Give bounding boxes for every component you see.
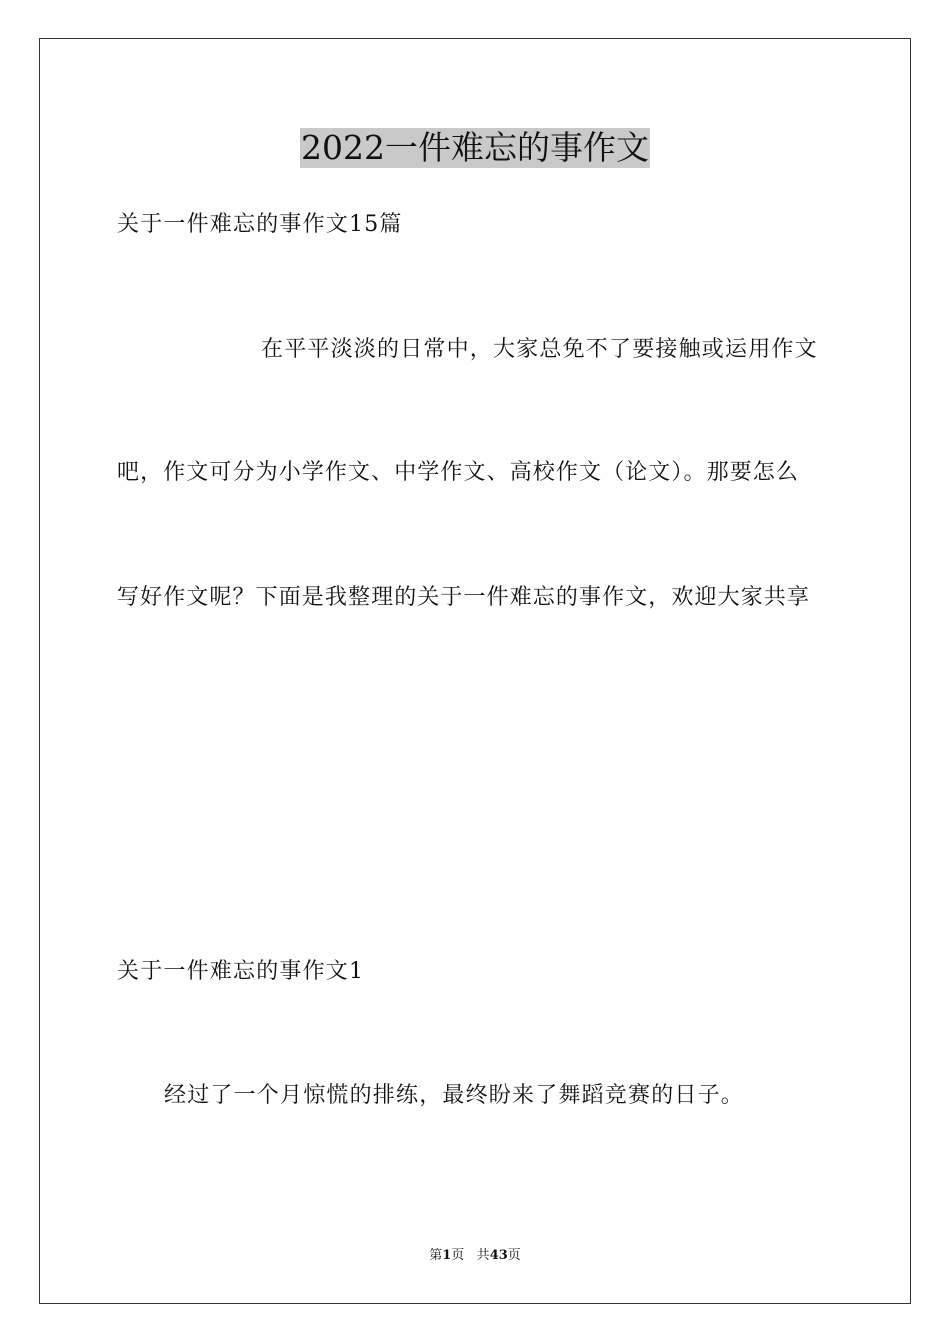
title-container [0, 128, 950, 168]
intro-line-2: 吧，作文可分为小学作文、中学作文、高校作文（论文）。那要怎么 [117, 460, 800, 485]
footer-page-suffix: 页 [451, 1248, 465, 1263]
intro-line-3: 写好作文呢？下面是我整理的关于一件难忘的事作文，欢迎大家共享 [117, 585, 811, 610]
document-subtitle: 关于一件难忘的事作文15篇 [117, 212, 403, 237]
footer-total-suffix: 页 [507, 1248, 521, 1263]
page-footer [0, 1247, 950, 1265]
footer-total-pages: 43 [489, 1248, 508, 1263]
footer-prefix: 第 [429, 1248, 443, 1263]
footer-total-prefix: 共 [476, 1248, 490, 1263]
intro-line-1: 在平平淡淡的日常中，大家总免不了要接触或运用作文 [261, 337, 818, 362]
document-title: 2022一件难忘的事作文 [301, 128, 649, 167]
section-paragraph-line: 经过了一个月惊慌的排练，最终盼来了舞蹈竞赛的日子。 [164, 1083, 745, 1108]
section-heading: 关于一件难忘的事作文1 [117, 959, 365, 984]
footer-page-number: 1 [442, 1248, 452, 1263]
